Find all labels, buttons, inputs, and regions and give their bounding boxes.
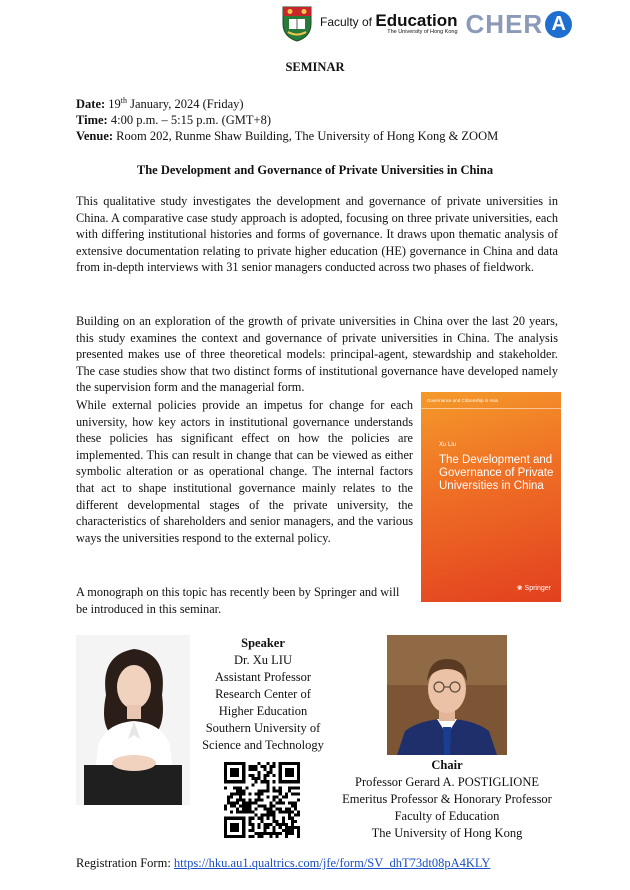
speaker-block: [190, 635, 336, 754]
venue-value: Room 202, Runme Shaw Building, The University of Hong Kong & ZOOM: [113, 129, 499, 144]
faculty-name: Education: [375, 11, 458, 31]
chera-badge: A: [545, 11, 572, 38]
venue-line: [76, 128, 498, 144]
chair-role: Emeritus Professor & Honorary Professor: [342, 792, 552, 806]
chera-text: CHER: [465, 8, 544, 39]
speaker-univ-2: Science and Technology: [202, 738, 324, 752]
faculty-university: The University of Hong Kong: [387, 29, 458, 36]
book-author: Xu Liu: [439, 442, 457, 448]
chair-photo: [387, 635, 507, 755]
chair-portrait-icon: [387, 635, 507, 755]
chera-logo: [466, 9, 573, 40]
header-logos: [282, 4, 572, 44]
abstract-paragraph-2-continued: While external policies provide an impetus for change for each university, how key actors in institutional governance understands these policies has significant effect on how the policies are implemented. This can result in change that can be viewed as either symbolic alteration or as operational change. The internal factors that act to shape institutional governance mainly relates to the different developmental stages of the private university, the characteristics of shareholders and senior managers, and the various ways the universities respond to the external policy.: [76, 398, 413, 545]
abstract-paragraph-2: Building on an exploration of the growth of private universities in China over the last 20 years, this study examines the context and governance of private universities in China. The analysis presented makes use of three theoretical models: principal-agent, stewardship and stakeholder. The case studies show that two distinct forms of institutional governance have developed namely the supervision form and the managerial form.: [76, 314, 558, 395]
registration-label: Registration Form:: [76, 856, 174, 870]
speaker-role: Assistant Professor: [214, 670, 312, 684]
date-line: [76, 93, 498, 112]
event-info: [76, 93, 498, 144]
speaker-center-2: Higher Education: [218, 704, 308, 718]
venue-label: Venue:: [76, 129, 114, 144]
faculty-logo: [320, 12, 458, 36]
book-title: The Development and Governance of Private Universities in China: [439, 454, 554, 492]
time-label: Time:: [76, 113, 108, 128]
speaker-photo: [76, 635, 190, 805]
time-value: 4:00 p.m. – 5:15 p.m. (GMT+8): [107, 113, 272, 128]
speaker-name: Dr. Xu LIU: [234, 653, 292, 667]
monograph-note: A monograph on this topic has recently been by Springer and will be introduced in this seminar.: [76, 585, 400, 616]
chair-name: Professor Gerard A. POSTIGLIONE: [355, 775, 539, 789]
qr-code-icon: [224, 762, 300, 838]
date-day: 19: [105, 97, 121, 112]
chair-heading: Chair: [431, 758, 463, 772]
date-suffix: th: [120, 96, 128, 105]
speaker-portrait-icon: [76, 635, 190, 805]
faculty-prefix: Faculty of: [320, 15, 376, 30]
registration-line: [76, 856, 490, 871]
seminar-title: The Development and Governance of Private Universities in China: [136, 163, 494, 177]
chair-faculty: Faculty of Education: [394, 809, 500, 823]
time-line: [76, 112, 498, 128]
book-publisher: ❀ Springer: [516, 585, 551, 592]
chair-block: [302, 757, 592, 842]
registration-link[interactable]: https://hku.au1.qualtrics.com/jfe/form/SV_dhT73dt08pA4KLY: [173, 856, 491, 870]
book-series: Governance and Citizenship in Asia: [427, 398, 499, 403]
speaker-univ-1: Southern University of: [205, 721, 321, 735]
speaker-center-1: Research Center of: [215, 687, 311, 701]
date-rest: January, 2024 (Friday): [127, 97, 244, 112]
hku-crest-icon: [282, 6, 312, 42]
book-cover-image: [421, 392, 561, 602]
seminar-label: SEMINAR: [285, 60, 345, 74]
speaker-heading: Speaker: [241, 636, 285, 650]
chair-university: The University of Hong Kong: [371, 826, 523, 840]
abstract-paragraph-1: This qualitative study investigates the development and governance of private universities in China. A comparative case study approach is adopted, focusing on three private universities, each with differing institutional histories and forms of governance. It draws upon thematic analysis of extensive documentation relating to private higher education (HE) governance in China and data from in-depth interviews with 31 senior managers conducted across two phases of fieldwork.: [76, 194, 558, 275]
registration-qr-code[interactable]: [224, 762, 300, 838]
book-rule: [421, 408, 561, 409]
date-label: Date:: [76, 97, 106, 112]
